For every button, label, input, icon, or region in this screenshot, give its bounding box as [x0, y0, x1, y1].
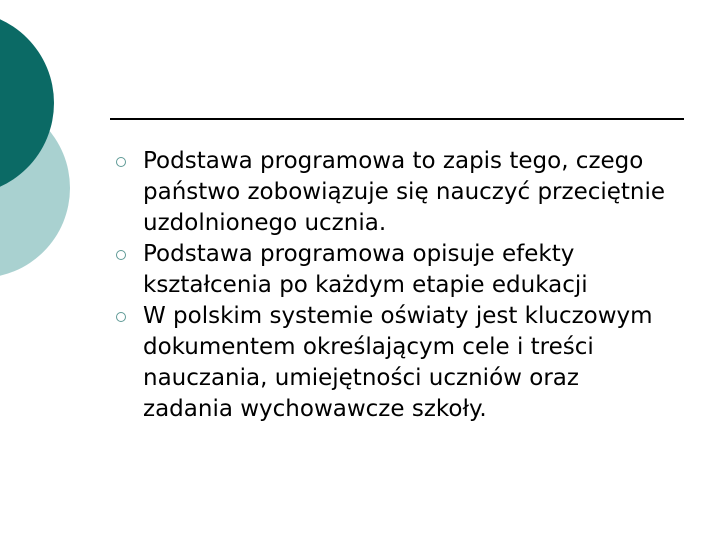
decorative-circles [0, 0, 120, 300]
bullet-item [110, 146, 670, 239]
bullet-item [110, 301, 670, 425]
title-divider-line [110, 118, 684, 120]
bullet-text: Podstawa programowa opisuje efekty kształcenia po każdym etapie edukacji [143, 241, 588, 298]
bullet-circle-icon [116, 250, 126, 260]
bullet-circle-icon [116, 312, 126, 322]
bullet-circle-icon [116, 157, 126, 167]
bullet-text: W polskim systemie oświaty jest kluczowym dokumentem określającym cele i treści nauczania, umiejętności uczniów oraz zadania wychowawcze szkoły. [143, 303, 653, 422]
bullet-item [110, 239, 670, 301]
bullet-text: Podstawa programowa to zapis tego, czego państwo zobowiązuje się nauczyć przeciętnie uzdolnionego ucznia. [143, 148, 666, 236]
bullet-list [110, 146, 670, 425]
